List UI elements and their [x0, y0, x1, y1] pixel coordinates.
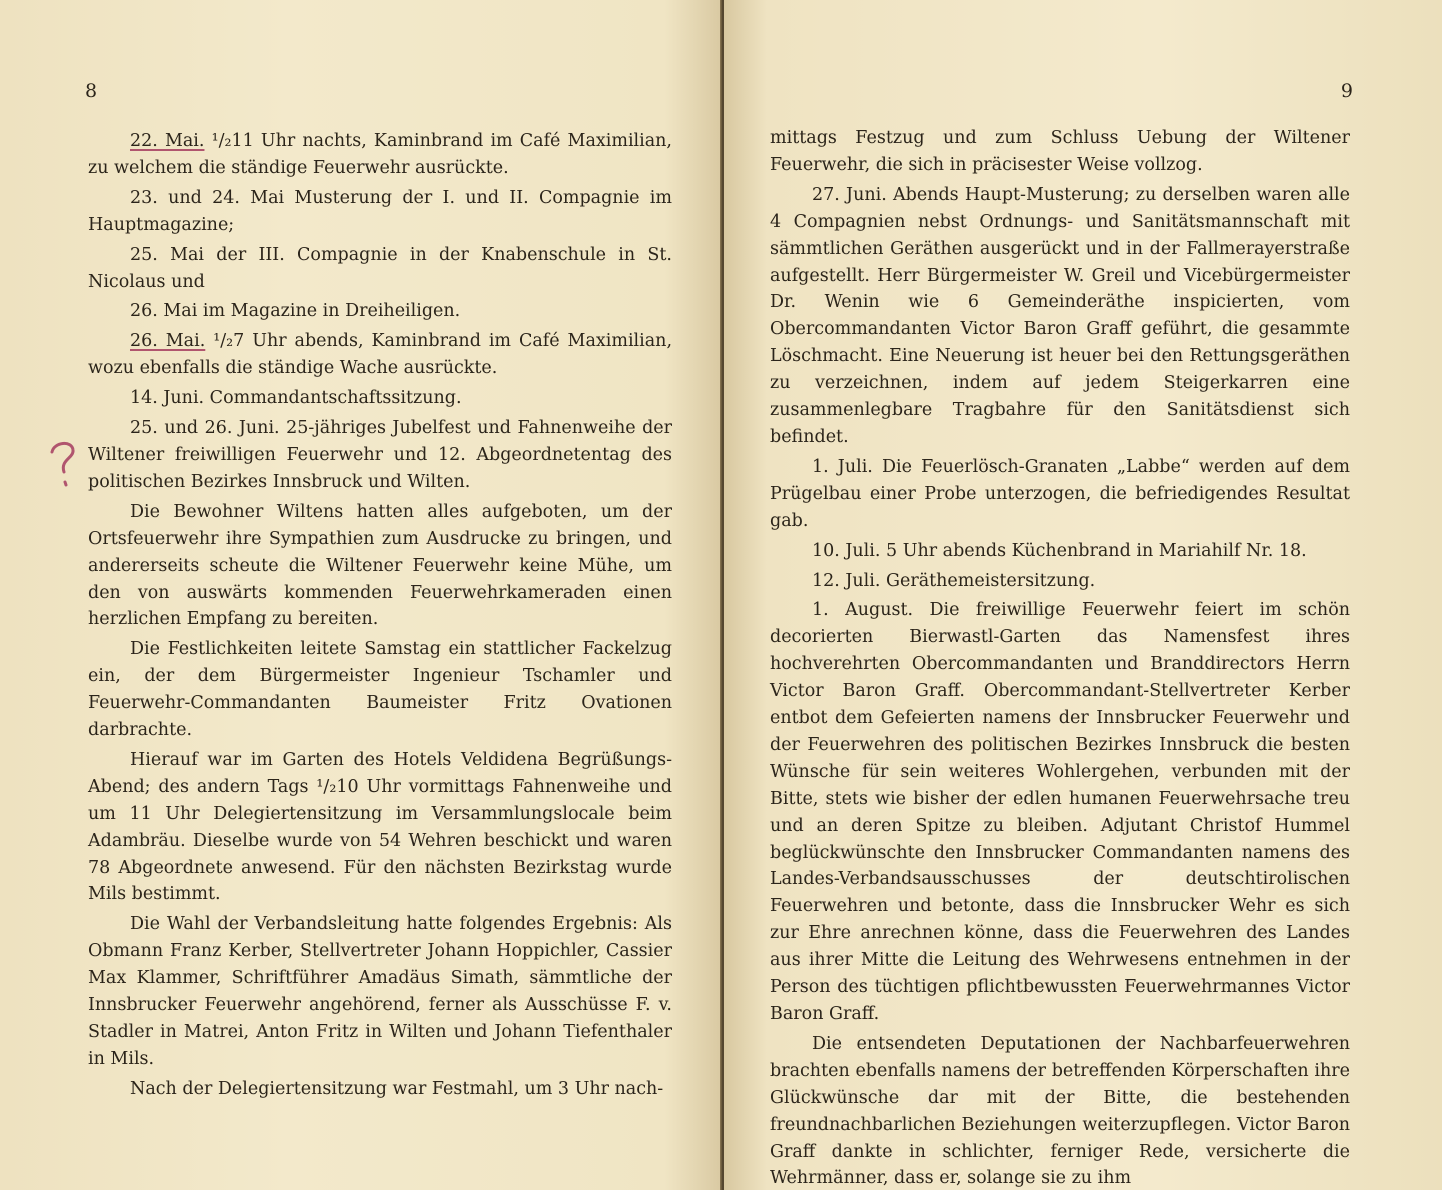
entry-paragraph: 26. Mai. ¹/₂7 Uhr abends, Kaminbrand im Café Maximilian, wozu ebenfalls die ständige Wache ausrückte. — [88, 331, 673, 379]
pen-underlined-date: 22. Mai. — [130, 131, 205, 151]
entry-paragraph: 12. Juli. Geräthemeistersitzung. — [812, 570, 1096, 591]
body-paragraph: Hierauf war im Garten des Hotels Veldidena Begrüßungs-Abend; des andern Tags ¹/₂10 Uhr vormittags Fahnenweihe und um 11 Uhr Delegiertensitzung im Versammlungslocale beim Adambräu. Dieselbe wurde von 54 Wehren beschickt und waren 78 Abgeordnete anwesend. Für den nächsten Bezirkstag wurde Mils bestimmt. — [88, 749, 672, 905]
right-page — [724, 0, 1442, 1190]
page-number: 8 — [85, 80, 99, 102]
body-paragraph: Die Festlichkeiten leitete Samstag ein stattlicher Fackelzug ein, der dem Bürgermeister Ingenieur Tschamler und Feuerwehr-Commandanten Baumeister Fritz Ovationen darbrachte. — [88, 639, 672, 741]
entry-paragraph: 23. und 24. Mai Musterung der I. und II. Compagnie im Hauptmagazine; — [88, 187, 672, 235]
entry-paragraph: 25. und 26. Juni. 25-jähriges Jubelfest und Fahnenweihe der Wiltener freiwilligen Feuerwehr und 12. Abgeordnetentag des politischen Bezirkes Innsbruck und Wilten. — [88, 418, 672, 492]
body-paragraph: Die Bewohner Wiltens hatten alles aufgeboten, um der Ortsfeuerwehr ihre Sympathien zum Ausdrucke zu bringen, und andererseits scheute die Wiltener Feuerwehr keine Mühe, um den von auswärts kommenden Feuerwehrkameraden einen herzlichen Empfang zu bereiten. — [88, 501, 672, 630]
page-number: 9 — [1340, 80, 1354, 102]
entry-paragraph: 26. Mai im Magazine in Dreiheiligen. — [130, 301, 461, 322]
handwritten-question-mark — [46, 438, 80, 494]
entry-paragraph: 22. Mai. ¹/₂11 Uhr nachts, Kaminbrand im Café Maximilian, zu welchem die ständige Feuerwehr ausrückte. — [88, 131, 672, 178]
body-paragraph: Die entsendeten Deputationen der Nachbarfeuerwehren brachten ebenfalls namens der betreffenden Körperschaften ihre Glückwünsche dar mit der Bitte, die bestehenden freundnachbarlichen Beziehungen weiterzupflegen. Victor Baron Graff dankte in schlichter, ferniger Rede, versicherte die Wehrmänner, dass er, solange sie zu ihm — [770, 1033, 1350, 1189]
entry-paragraph: 10. Juli. 5 Uhr abends Küchenbrand in Mariahilf Nr. 18. — [812, 540, 1307, 561]
body-paragraph: Die Wahl der Verbandsleitung hatte folgendes Ergebnis: Als Obmann Franz Kerber, Stellvertreter Johann Hoppichler, Cassier Max Klammer, Schriftführer Amadäus Simath, sämmtliche der Innsbrucker Feuerwehr angehörend, ferner als Ausschüsse F. v. Stadler in Matrei, Anton Fritz in Wilten und Johann Tiefenthaler in Mils. — [88, 914, 672, 1069]
continued-paragraph: mittags Festzug und zum Schluss Uebung der Wiltener Feuerwehr, die sich in präcisester Weise vollzog. — [770, 128, 1350, 175]
body-paragraph: Nach der Delegiertensitzung war Festmahl, um 3 Uhr nach- — [130, 1078, 664, 1099]
left-page-text — [88, 128, 672, 1106]
pen-underlined-date: 26. Mai. — [130, 331, 206, 352]
entry-paragraph: 1. August. Die freiwillige Feuerwehr feiert im schön decorierten Bierwastl-Garten das Namensfest ihres hochverehrten Obercommandanten und Branddirectors Herrn Victor Baron Graff. Obercommandant-Stellvertreter Kerber entbot dem Gefeierten namens der Innsbrucker Feuerwehr und der Feuerwehren des politischen Bezirkes Innsbruck die besten Wünsche für sein weiteres Wohlergehen, verbunden mit der Bitte, stets wie bisher der edlen humanen Feuerwehrsache treu und an deren Spitze zu bleiben. Adjutant Christof Hummel beglückwünschte den Innsbrucker Commandanten namens des Landes-Verbandsausschusses der deutschtirolischen Feuerwehren und betonte, dass die Innsbrucker Wehr es sich zur Ehre anrechnen könne, dass die Feuerwehren des Landes aus ihrer Mitte die Leitung des Wehrwesens entnehmen in der Person des tüchtigen pflichtbewussten Feuerwehrmannes Victor Baron Graff. — [770, 600, 1350, 1024]
entry-paragraph: 1. Juli. Die Feuerlösch-Granaten „Labbe“ werden auf dem Prügelbau einer Probe unterzogen, die befriedigendes Resultat gab. — [770, 456, 1350, 531]
entry-paragraph: 27. Juni. Abends Haupt-Musterung; zu derselben waren alle 4 Compagnien nebst Ordnungs- und Sanitätsmannschaft mit sämmtlichen Geräthen ausgerückt und in der Fallmerayerstraße aufgestellt. Herr Bürgermeister W. Greil und Vicebürgermeister Dr. Wenin wie 6 Gemeinderäthe inspicierten, vom Obercommandanten Victor Baron Graff geführt, die gesammte Löschmacht. Eine Neuerung ist heuer bei den Rettungsgeräthen zu verzeichnen, indem auf jedem Steigerkarren eine zusammenlegbare Tragbahre für den Sanitätsdienst sich befindet. — [770, 184, 1350, 447]
entry-paragraph: 25. Mai der III. Compagnie in der Knabenschule in St. Nicolaus und — [88, 244, 672, 292]
entry-paragraph: 14. Juni. Commandantschaftssitzung. — [130, 388, 462, 409]
right-page-text — [770, 125, 1350, 1190]
